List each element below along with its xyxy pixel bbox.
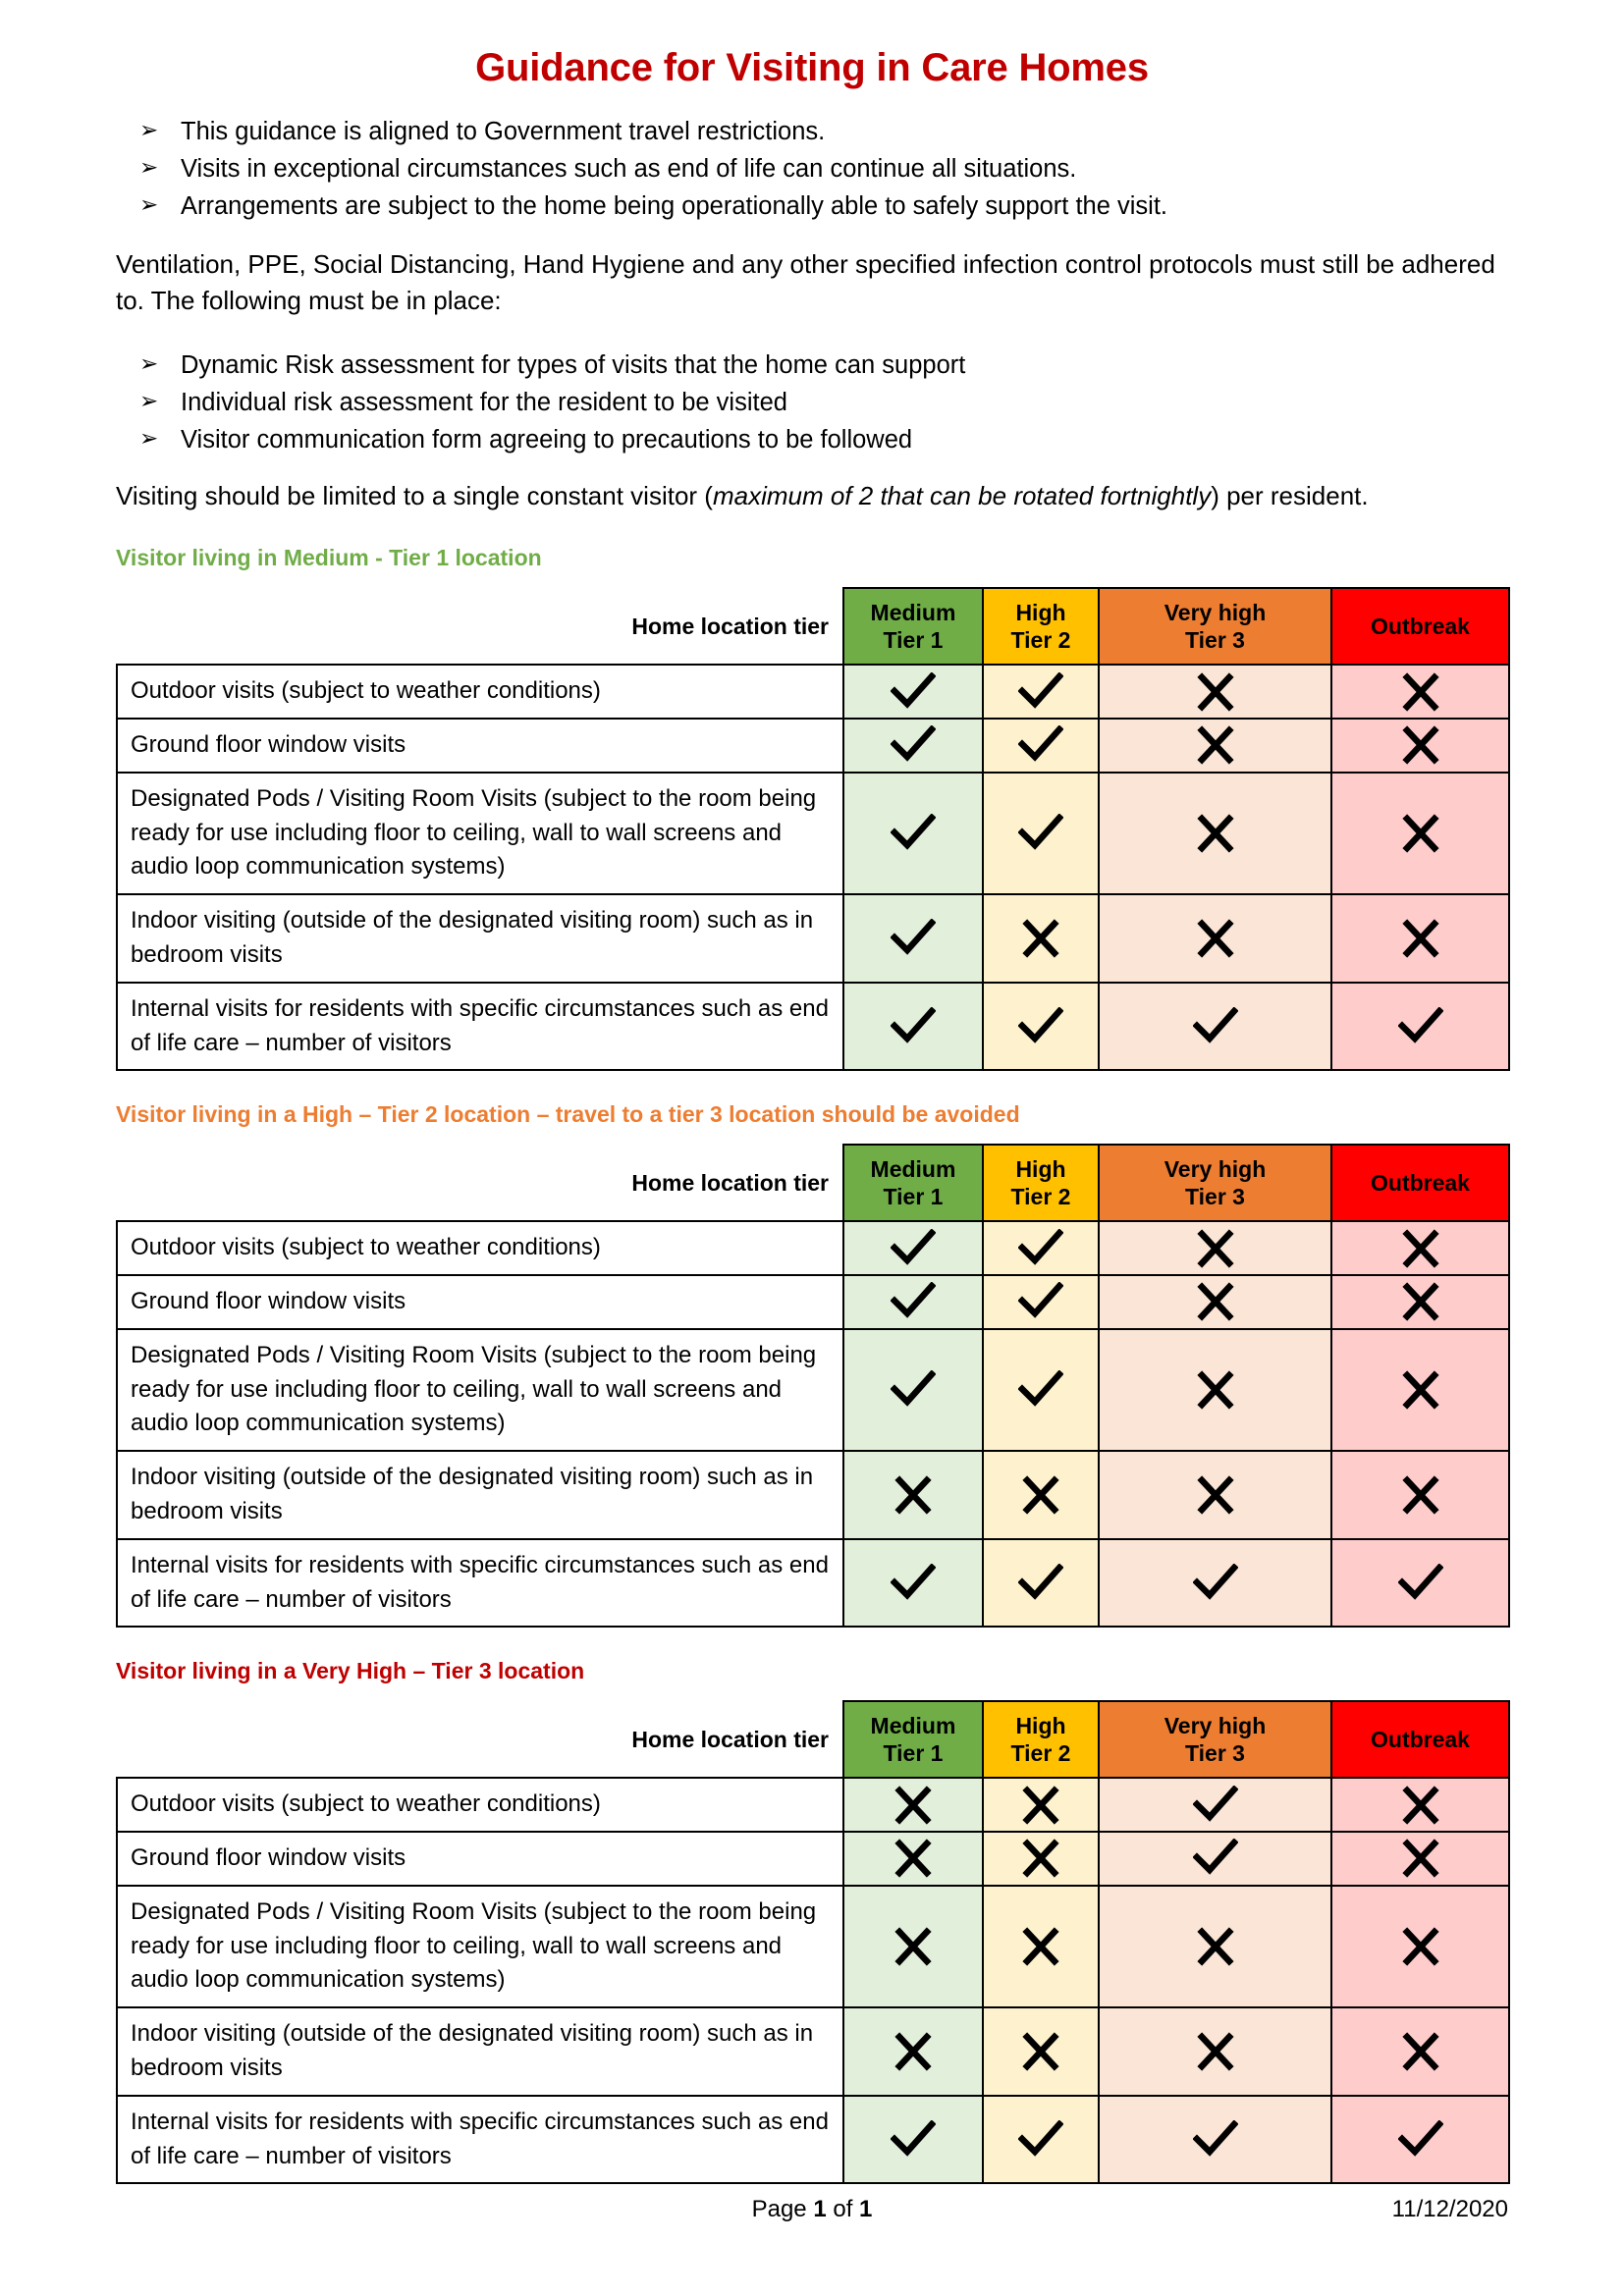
visit-type-label: Ground floor window visits [117,1832,843,1886]
visitor-limit-before: Visiting should be limited to a single constant visitor ( [116,480,713,510]
cross-icon-cell [983,1832,1099,1886]
cross-icon-cell [1099,665,1331,719]
column-header-line2: Tier 2 [1010,1184,1071,1210]
cross-icon-cell [1331,2007,1509,2096]
column-header-veryhigh [1099,1701,1331,1778]
table-header-row [117,588,1509,665]
visit-type-label: Ground floor window visits [117,719,843,773]
check-icon-cell [843,719,983,773]
table-row [117,1539,1509,1628]
check-icon-cell [983,1221,1099,1275]
page-middle: of [826,2196,860,2222]
column-header-line1: Very high [1164,600,1267,626]
column-header-line2: Tier 1 [883,1184,944,1210]
column-header-line1: High [1015,600,1066,626]
column-header-line1: Medium [870,1713,956,1739]
column-header-line1: High [1015,1713,1066,1739]
cross-icon-cell [843,1832,983,1886]
cross-icon-cell [1331,1275,1509,1329]
cross-icon-cell [1099,719,1331,773]
visitor-limit-paragraph [116,478,1508,515]
column-header-medium [843,588,983,665]
column-header-line2: Tier 2 [1010,627,1071,654]
cross-icon-cell [1099,2007,1331,2096]
document-date: 11/12/2020 [1391,2196,1508,2222]
visitor-limit-italic: maximum of 2 that can be rotated fortnightly [712,480,1212,510]
intro-bullet-text: Arrangements are subject to the home being operationally able to safely support the visit. [181,192,1167,221]
cross-icon-cell [1331,1832,1509,1886]
visit-type-label: Outdoor visits (subject to weather conditions) [117,665,843,719]
column-header-line1: Outbreak [1371,1170,1470,1197]
check-icon-cell [843,2096,983,2184]
table-row [117,983,1509,1071]
table-row [117,1275,1509,1329]
column-header-high [983,1701,1099,1778]
page-total: 1 [859,2196,873,2222]
check-icon-cell [843,665,983,719]
page-footer [116,2196,1508,2235]
cross-icon-cell [983,2007,1099,2096]
cross-icon-cell [1331,1451,1509,1539]
cross-icon-cell [1331,1886,1509,2007]
list-item [116,188,1508,224]
visit-type-label: Indoor visiting (outside of the designated visiting room) such as in bedroom visits [117,1451,843,1539]
check-icon-cell [1099,983,1331,1071]
column-header-line1: Very high [1164,1156,1267,1183]
check-icon-cell [983,983,1099,1071]
cross-icon-cell [1099,1329,1331,1451]
check-icon-cell [1099,1778,1331,1832]
page-current: 1 [813,2196,827,2222]
column-header-outbreak [1331,588,1509,665]
list-item [116,114,1508,149]
cross-icon-cell [843,1886,983,2007]
cross-icon-cell [1331,1329,1509,1451]
table-row [117,1451,1509,1539]
column-header-line2: Tier 3 [1185,1740,1245,1767]
check-icon-cell [983,665,1099,719]
column-header-high [983,1145,1099,1221]
list-item [116,347,1508,383]
visit-type-label: Outdoor visits (subject to weather conditions) [117,1221,843,1275]
requirement-bullet-text: Visitor communication form agreeing to precautions to be followed [181,426,913,454]
column-header-line2: Tier 3 [1185,627,1245,654]
table-row [117,1329,1509,1451]
table-row [117,1832,1509,1886]
check-icon-cell [843,1221,983,1275]
cross-icon-cell [983,1451,1099,1539]
home-location-tier-label: Home location tier [631,1169,829,1196]
cross-icon-cell [1331,1778,1509,1832]
table-row [117,773,1509,894]
check-icon-cell [1331,983,1509,1071]
cross-icon-cell [983,894,1099,983]
check-icon-cell [983,1275,1099,1329]
list-item [116,385,1508,420]
visitor-limit-after: ) per resident. [1211,480,1369,510]
table-row [117,894,1509,983]
column-header-veryhigh [1099,1145,1331,1221]
table-row [117,2007,1509,2096]
table-header-row [117,1701,1509,1778]
table-row [117,1778,1509,1832]
cross-icon-cell [983,1886,1099,2007]
cross-icon-cell [1099,1451,1331,1539]
list-item [116,151,1508,187]
column-header-line2: Tier 2 [1010,1740,1071,1767]
page-number [116,2196,1508,2223]
visit-type-label: Internal visits for residents with specific circumstances such as end of life care – number of visitors [117,1539,843,1628]
tier-sections [116,544,1508,2184]
check-icon-cell [843,983,983,1071]
cross-icon-cell [1099,1275,1331,1329]
check-icon-cell [983,1539,1099,1628]
home-location-tier-label: Home location tier [631,613,829,639]
column-header-line1: Outbreak [1371,1727,1470,1753]
check-icon-cell [843,1329,983,1451]
check-icon-cell [983,2096,1099,2184]
cross-icon-cell [1099,894,1331,983]
column-header-line1: Outbreak [1371,614,1470,640]
column-header-line1: Medium [870,600,956,626]
visit-type-label: Designated Pods / Visiting Room Visits (subject to the room being ready for use including floor to ceiling, wall to wall screens and audio loop communication systems) [117,1329,843,1451]
check-icon-cell [983,1329,1099,1451]
cross-icon-cell [983,1778,1099,1832]
table-header-row [117,1145,1509,1221]
check-icon-cell [843,773,983,894]
page-title: Guidance for Visiting in Care Homes [475,46,1149,89]
column-header-line1: Medium [870,1156,956,1183]
column-header-veryhigh [1099,588,1331,665]
check-icon-cell [1099,2096,1331,2184]
tier-matrix-table [116,587,1510,1071]
list-item [116,422,1508,457]
column-header-line1: High [1015,1156,1066,1183]
column-header-line1: Very high [1164,1713,1267,1739]
check-icon-cell [1331,2096,1509,2184]
column-header-outbreak [1331,1701,1509,1778]
cross-icon-cell [1331,665,1509,719]
cross-icon-cell [1099,1221,1331,1275]
cross-icon-cell [1331,894,1509,983]
table-row [117,2096,1509,2184]
cross-icon-cell [843,2007,983,2096]
section-heading: Visitor living in a High – Tier 2 location – travel to a tier 3 location should be avoided [116,1101,1020,1128]
home-location-tier-label: Home location tier [631,1726,829,1752]
cross-icon-cell [1331,1221,1509,1275]
tier-section-2 [116,1100,1508,1628]
cross-icon-cell [1099,1886,1331,2007]
intro-bullet-text: Visits in exceptional circumstances such as end of life can continue all situations. [181,155,1077,184]
protocols-paragraph: Ventilation, PPE, Social Distancing, Hand Hygiene and any other specified infection control protocols must still be adhered to. The following must be in place: [116,248,1495,316]
tier-section-3 [116,1657,1508,2184]
cross-icon-cell [1331,773,1509,894]
table-row [117,1886,1509,2007]
requirement-bullet-text: Individual risk assessment for the resident to be visited [181,389,787,417]
arrow-bullet-icon: ➢ [139,118,159,143]
check-icon-cell [983,773,1099,894]
arrow-bullet-icon: ➢ [139,155,159,182]
arrow-bullet-icon: ➢ [139,389,159,415]
check-icon-cell [1331,1539,1509,1628]
check-icon-cell [843,1275,983,1329]
section-heading: Visitor living in Medium - Tier 1 location [116,545,542,571]
column-header-medium [843,1145,983,1221]
visit-type-label: Indoor visiting (outside of the designated visiting room) such as in bedroom visits [117,2007,843,2096]
requirement-bullet-text: Dynamic Risk assessment for types of visits that the home can support [181,350,966,379]
arrow-bullet-icon: ➢ [139,350,159,377]
cross-icon-cell [1331,719,1509,773]
column-header-outbreak [1331,1145,1509,1221]
table-row [117,1221,1509,1275]
check-icon-cell [1099,1832,1331,1886]
check-icon-cell [1099,1539,1331,1628]
check-icon-cell [983,719,1099,773]
column-header-high [983,588,1099,665]
cross-icon-cell [1099,773,1331,894]
tier-matrix-table [116,1700,1510,2184]
visit-type-label: Designated Pods / Visiting Room Visits (subject to the room being ready for use including floor to ceiling, wall to wall screens and audio loop communication systems) [117,1886,843,2007]
arrow-bullet-icon: ➢ [139,192,159,219]
visit-type-label: Designated Pods / Visiting Room Visits (subject to the room being ready for use including floor to ceiling, wall to wall screens and audio loop communication systems) [117,773,843,894]
table-row [117,719,1509,773]
tier-matrix-table [116,1144,1510,1628]
table-row [117,665,1509,719]
check-icon-cell [843,1539,983,1628]
column-header-line2: Tier 3 [1185,1184,1245,1210]
section-heading: Visitor living in a Very High – Tier 3 location [116,1658,585,1684]
column-header-line2: Tier 1 [883,627,944,654]
visit-type-label: Internal visits for residents with specific circumstances such as end of life care – number of visitors [117,983,843,1071]
intro-bullet-text: This guidance is aligned to Government travel restrictions. [181,118,826,145]
cross-icon-cell [843,1451,983,1539]
cross-icon-cell [843,1778,983,1832]
tier-section-1 [116,544,1508,1071]
visit-type-label: Internal visits for residents with specific circumstances such as end of life care – number of visitors [117,2096,843,2184]
visit-type-label: Indoor visiting (outside of the designated visiting room) such as in bedroom visits [117,894,843,983]
page-prefix: Page [751,2196,814,2222]
visit-type-label: Ground floor window visits [117,1275,843,1329]
column-header-medium [843,1701,983,1778]
intro-bullet-list [116,114,1508,225]
column-header-line2: Tier 1 [883,1740,944,1767]
requirements-bullet-list [116,347,1508,458]
spacer [116,320,1508,347]
arrow-bullet-icon: ➢ [139,426,159,453]
check-icon-cell [843,894,983,983]
visit-type-label: Outdoor visits (subject to weather conditions) [117,1778,843,1832]
